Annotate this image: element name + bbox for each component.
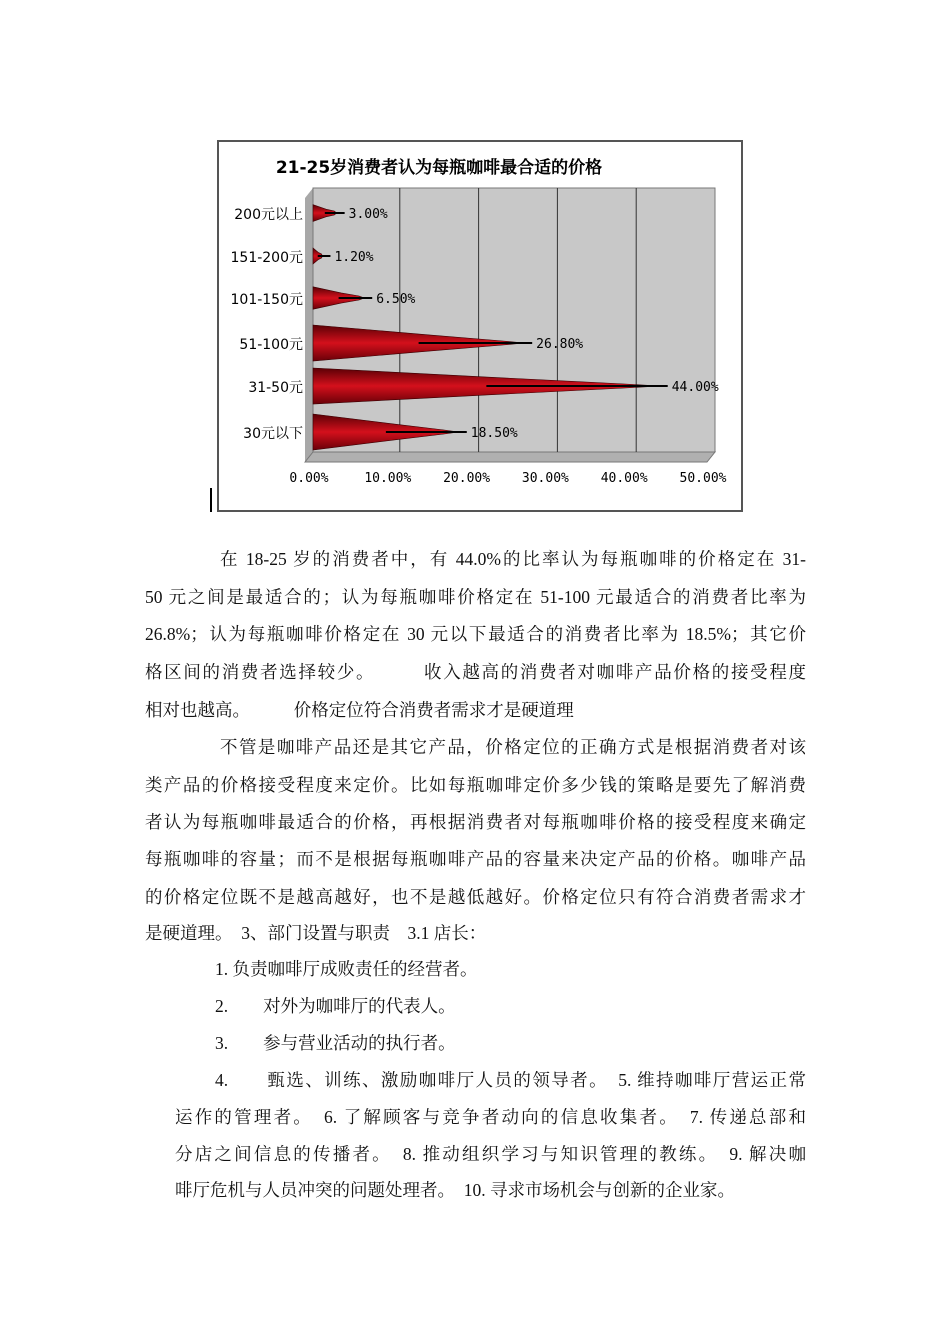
plot-floor <box>305 452 715 462</box>
plot-area <box>313 188 715 452</box>
chart-title: 21-25岁消费者认为每瓶咖啡最合适的价格 <box>275 158 603 178</box>
y-category-label: 151-200元 <box>230 250 303 266</box>
plot-side-wall <box>305 188 313 462</box>
data-label: 26.80% <box>536 337 584 352</box>
y-category-label: 200元以上 <box>234 207 303 223</box>
x-tick-label: 20.00% <box>443 471 491 486</box>
text-line: 1. 负责咖啡厅成败责任的经营者。 <box>215 959 478 979</box>
y-category-label: 30元以下 <box>243 426 303 442</box>
data-label: 1.20% <box>334 250 374 265</box>
y-category-label: 31-50元 <box>248 380 303 396</box>
text-line: 4. 甄选、训练、激励咖啡厅人员的领导者。 5. 维持咖啡厅营运正常 <box>215 1070 806 1090</box>
text-line: 2. 对外为咖啡厅的代表人。 <box>215 996 456 1016</box>
text-line: 运作的管理者。 6. 了解顾客与竞争者动向的信息收集者。 7. 传递总部和 <box>175 1107 806 1127</box>
text-line: 不管是咖啡产品还是其它产品，价格定位的正确方式是根据消费者对该 <box>220 737 806 757</box>
text-line: 啡厅危机与人员冲突的问题处理者。 10. 寻求市场机会与创新的企业家。 <box>175 1180 735 1200</box>
x-tick-label: 30.00% <box>521 471 569 486</box>
x-tick-label: 40.00% <box>600 471 648 486</box>
text-line: 者认为每瓶咖啡最适合的价格，再根据消费者对每瓶咖啡价格的接受程度来确定 <box>145 812 806 832</box>
text-line: 是硬道理。 3、部门设置与职责 3.1 店长： <box>145 923 487 943</box>
text-line: 类产品的价格接受程度来定价。比如每瓶咖啡定价多少钱的策略是要先了解消费 <box>145 775 806 795</box>
x-tick-label: 10.00% <box>364 471 412 486</box>
text-line: 分店之间信息的传播者。 8. 推动组织学习与知识管理的教练。 9. 解决咖 <box>175 1144 806 1164</box>
text-cursor <box>210 488 212 512</box>
text-line: 在 18-25 岁的消费者中，有 44.0%的比率认为每瓶咖啡的价格定在 31- <box>220 549 806 569</box>
data-label: 3.00% <box>348 207 388 222</box>
text-line: 相对也越高。 价格定位符合消费者需求才是硬道理 <box>145 700 574 720</box>
x-tick-label: 50.00% <box>679 471 727 486</box>
y-category-label: 51-100元 <box>239 337 303 353</box>
text-line: 50 元之间是最适合的；认为每瓶咖啡价格定在 51-100 元最适合的消费者比率为 <box>145 587 806 607</box>
x-tick-label: 0.00% <box>289 471 329 486</box>
data-label: 18.50% <box>470 426 518 441</box>
text-line: 格区间的消费者选择较少。 收入越高的消费者对咖啡产品价格的接受程度 <box>145 662 806 682</box>
y-category-label: 101-150元 <box>230 292 303 308</box>
data-label: 44.00% <box>671 380 719 395</box>
text-line: 的价格定位既不是越高越好，也不是越低越好。价格定位只有符合消费者需求才 <box>145 887 806 907</box>
price-preference-chart <box>217 140 743 512</box>
data-label: 6.50% <box>376 292 416 307</box>
text-line: 3. 参与营业活动的执行者。 <box>215 1033 456 1053</box>
text-line: 每瓶咖啡的容量；而不是根据每瓶咖啡产品的容量来决定产品的价格。咖啡产品 <box>145 849 806 869</box>
text-line: 26.8%；认为每瓶咖啡价格定在 30 元以下最适合的消费者比率为 18.5%；其它价 <box>145 624 806 644</box>
